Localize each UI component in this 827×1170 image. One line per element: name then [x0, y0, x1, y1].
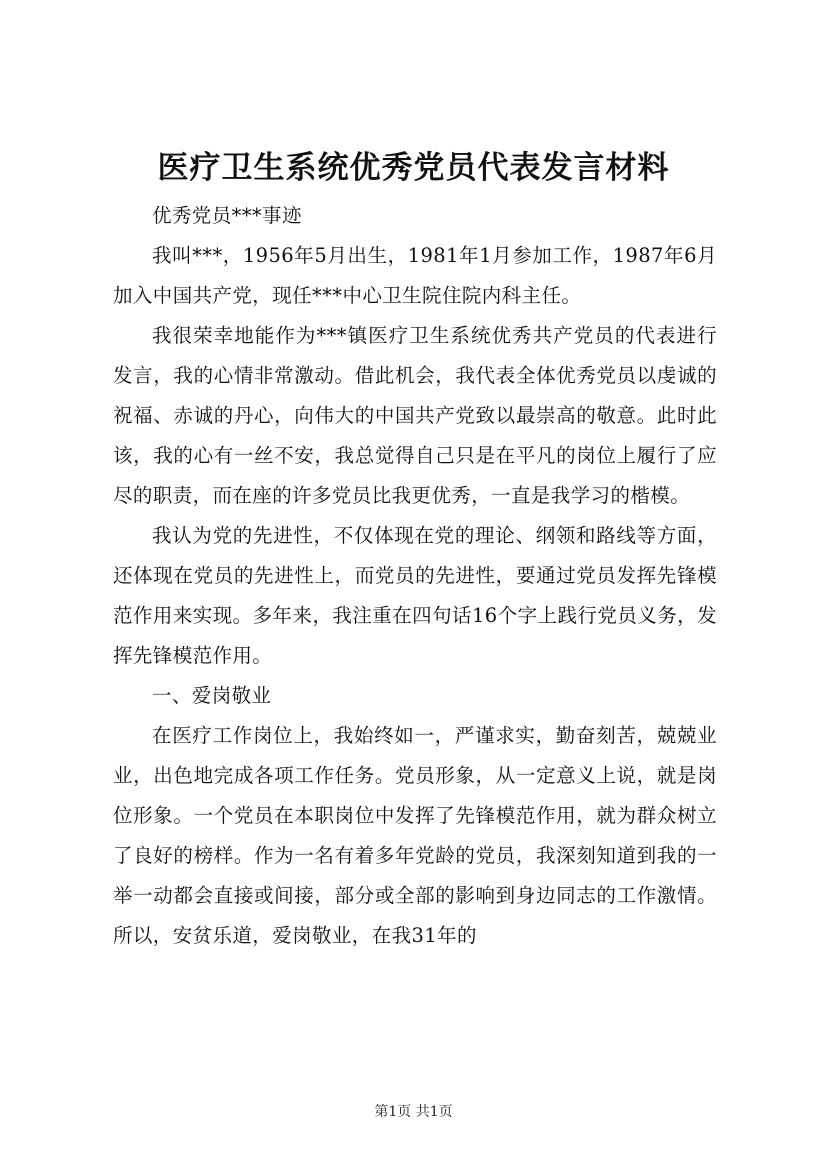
paragraph-party-advancement: 我认为党的先进性，不仅体现在党的理论、纲领和路线等方面，还体现在党员的先进性上，而党员的先进性，要通过党员发挥先锋模范作用来实现。多年来，我注重在四句话16个字上践行党员义务，发挥先锋模范作用。 — [113, 524, 717, 667]
document-title: 医疗卫生系统优秀党员代表发言材料 — [157, 150, 670, 186]
paragraph-medical-work: 在医疗工作岗位上，我始终如一，严谨求实，勤奋刻苦，兢兢业业，出色地完成各项工作任务。党员形象，从一定意义上说，就是岗位形象。一个党员在本职岗位中发挥了先锋模范作用，就为群众树立了良好的榜样。作为一名有着多年党龄的党员，我深刻知道到我的一举一动都会直接或间接，部分或全部的影响到身边同志的工作激情。所以，安贫乐道，爱岗敬业，在我31年的 — [113, 724, 717, 947]
paragraph-honor-speech: 我很荣幸地能作为***镇医疗卫生系统优秀共产党员的代表进行发言，我的心情非常激动。借此机会，我代表全体优秀党员以虔诚的祝福、赤诚的丹心，向伟大的中国共产党致以最崇高的敬意。此时此该，我的心有一丝不安，我总觉得自己只是在平凡的岗位上履行了应尽的职责，而在座的许多党员比我更优秀，一直是我学习的楷模。 — [113, 324, 717, 507]
paragraph-heading-excellent-member: 优秀党员***事迹 — [152, 204, 302, 227]
page-number-footer: 第1页 共1页 — [374, 1104, 453, 1120]
section-heading-dedication: 一、爱岗敬业 — [152, 684, 272, 707]
document-body — [113, 196, 717, 956]
paragraph-self-introduction: 我叫***，1956年5月出生，1981年1月参加工作，1987年6月加入中国共产党，现任***中心卫生院住院内科主任。 — [113, 244, 717, 307]
